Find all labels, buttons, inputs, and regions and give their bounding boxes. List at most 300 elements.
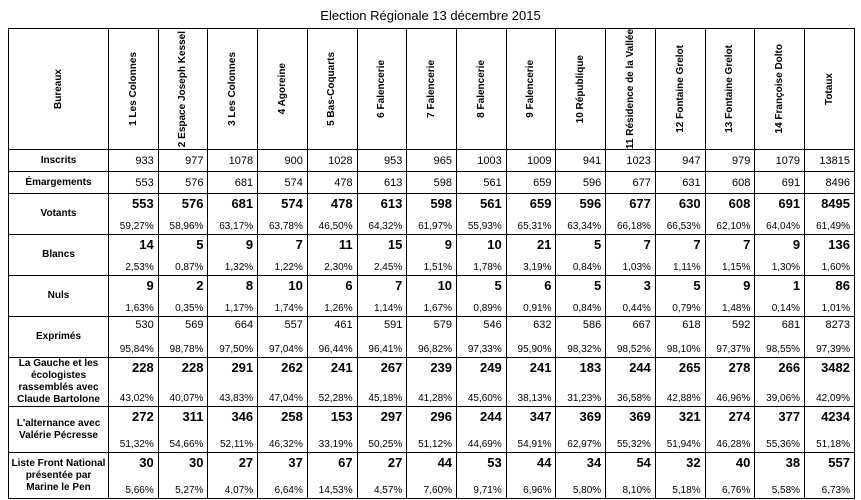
cell-value: 478 [330, 196, 353, 212]
cell-percent: 55,32% [616, 439, 651, 451]
cell-percent: 5,18% [672, 485, 701, 497]
cell-percent: 1,03% [622, 262, 651, 274]
table-cell [109, 235, 159, 276]
cell-value: 377 [778, 409, 801, 425]
cell-percent: 0,14% [771, 303, 801, 315]
cell-percent: 6,96% [523, 485, 552, 497]
header-cell-bureau: 5 Bas-Coquarts [307, 29, 357, 150]
cell-value: 9 [444, 237, 453, 253]
cell-percent: 0,35% [175, 303, 204, 315]
table-cell [258, 276, 308, 317]
cell-value: 933 [109, 150, 159, 172]
table-cell [457, 235, 507, 276]
table-cell [506, 453, 556, 499]
table-cell [705, 235, 755, 276]
cell-percent: 98,10% [666, 344, 701, 356]
header-cell-bureau: 12 Fontaine Grelot [655, 29, 705, 150]
cell-value: 591 [383, 319, 403, 332]
cell-percent: 1,17% [224, 303, 254, 315]
cell-percent: 0,91% [523, 303, 552, 315]
cell-percent: 39,06% [766, 393, 801, 405]
table-cell [158, 453, 208, 499]
cell-percent: 47,04% [268, 393, 303, 405]
cell-value: 3 [643, 278, 651, 294]
cell-value: 38 [785, 455, 801, 471]
cell-percent: 59,27% [119, 221, 154, 233]
cell-percent: 55,93% [467, 221, 502, 233]
header-cell-bureau: 11 Résidence de la Vallée [606, 29, 656, 150]
table-cell [109, 317, 159, 358]
cell-percent: 0,84% [572, 303, 602, 315]
cell-percent: 98,52% [616, 344, 651, 356]
cell-percent: 43,83% [219, 393, 254, 405]
cell-percent: 63,34% [567, 221, 602, 233]
table-cell [755, 235, 805, 276]
table-row [9, 172, 855, 194]
cell-percent: 1,01% [821, 303, 850, 315]
table-cell [208, 317, 258, 358]
cell-value: 27 [387, 455, 403, 471]
cell-value: 1079 [755, 150, 805, 172]
table-cell [258, 407, 308, 453]
cell-percent: 98,32% [567, 344, 602, 356]
cell-percent: 54,66% [169, 439, 204, 451]
cell-percent: 97,37% [716, 344, 751, 356]
cell-percent: 1,32% [224, 262, 254, 274]
row-label: Émargements [9, 172, 109, 194]
cell-percent: 1,22% [274, 262, 303, 274]
cell-value: 274 [728, 409, 751, 425]
table-cell [457, 194, 507, 235]
cell-value: 7 [295, 237, 303, 253]
cell-value: 7 [693, 237, 701, 253]
table-cell [457, 453, 507, 499]
table-cell [407, 358, 457, 407]
cell-value: 244 [629, 360, 651, 376]
cell-value: 530 [135, 319, 154, 332]
cell-value: 311 [182, 409, 204, 425]
cell-percent: 50,25% [368, 439, 403, 451]
cell-percent: 97,39% [816, 344, 850, 356]
cell-value: 67 [338, 455, 353, 471]
cell-value: 979 [705, 150, 755, 172]
table-cell [457, 276, 507, 317]
table-cell [158, 407, 208, 453]
cell-value: 239 [430, 360, 453, 376]
cell-value: 664 [234, 319, 254, 332]
cell-percent: 64,04% [766, 221, 801, 233]
table-cell [655, 453, 705, 499]
header-cell-bureau: 9 Falencerie [506, 29, 556, 150]
cell-value: 54 [636, 455, 651, 471]
cell-value: 586 [582, 319, 602, 332]
cell-value: 267 [380, 360, 403, 376]
cell-percent: 1,67% [423, 303, 453, 315]
cell-value: 574 [258, 172, 308, 194]
cell-percent: 44,69% [467, 439, 502, 451]
cell-percent: 61,49% [816, 221, 850, 233]
cell-percent: 6,64% [274, 485, 303, 497]
table-cell [655, 235, 705, 276]
cell-value: 461 [334, 319, 353, 332]
cell-value: 291 [231, 360, 254, 376]
cell-value: 598 [407, 172, 457, 194]
cell-value: 278 [728, 360, 751, 376]
header-cell-bureau: 10 République [556, 29, 606, 150]
table-cell [606, 407, 656, 453]
table-cell [357, 194, 407, 235]
table-cell [805, 407, 855, 453]
cell-percent: 0,44% [622, 303, 651, 315]
cell-value: 561 [480, 196, 502, 212]
cell-value: 8 [245, 278, 254, 294]
cell-value: 4234 [821, 409, 850, 425]
cell-percent: 1,63% [125, 303, 154, 315]
cell-value: 241 [529, 360, 552, 376]
cell-value: 9 [743, 278, 751, 294]
cell-value: 40 [735, 455, 751, 471]
table-cell [606, 317, 656, 358]
cell-percent: 54,91% [517, 439, 552, 451]
cell-value: 5 [196, 237, 204, 253]
cell-value: 569 [185, 319, 204, 332]
cell-value: 30 [139, 455, 154, 471]
cell-value: 691 [778, 196, 801, 212]
cell-percent: 41,28% [418, 393, 453, 405]
table-cell [755, 407, 805, 453]
cell-percent: 46,96% [716, 393, 751, 405]
table-cell [208, 407, 258, 453]
table-cell [208, 235, 258, 276]
table-row [9, 235, 855, 276]
cell-value: 5 [494, 278, 502, 294]
cell-value: 900 [258, 150, 308, 172]
cell-value: 10 [437, 278, 453, 294]
cell-value: 941 [556, 150, 606, 172]
header-cell-bureau: 8 Falencerie [457, 29, 507, 150]
header-cell-bureau: 4 Agoreine [258, 29, 308, 150]
cell-value: 5 [593, 237, 602, 253]
cell-percent: 66,53% [666, 221, 701, 233]
table-cell [109, 358, 159, 407]
cell-percent: 51,94% [666, 439, 701, 451]
cell-value: 667 [632, 319, 651, 332]
cell-value: 553 [132, 196, 154, 212]
cell-percent: 65,31% [517, 221, 552, 233]
table-cell [109, 276, 159, 317]
cell-value: 631 [655, 172, 705, 194]
table-cell [606, 276, 656, 317]
header-cell-bureau: 6 Falencerie [357, 29, 407, 150]
cell-percent: 38,13% [517, 393, 552, 405]
cell-percent: 52,28% [318, 393, 353, 405]
cell-value: 6 [345, 278, 353, 294]
cell-value: 8495 [821, 196, 850, 212]
table-row [9, 317, 855, 358]
table-cell [258, 317, 308, 358]
cell-percent: 42,09% [816, 393, 850, 405]
table-cell [705, 453, 755, 499]
cell-value: 10 [487, 237, 502, 253]
cell-percent: 6,73% [821, 485, 850, 497]
table-cell [805, 276, 855, 317]
table-cell [556, 407, 606, 453]
table-cell [506, 407, 556, 453]
table-cell [208, 358, 258, 407]
header-row [9, 29, 855, 150]
cell-value: 262 [281, 360, 303, 376]
cell-percent: 64,32% [368, 221, 403, 233]
cell-value: 553 [109, 172, 159, 194]
cell-value: 153 [330, 409, 353, 425]
cell-value: 241 [330, 360, 353, 376]
cell-percent: 45,60% [467, 393, 502, 405]
table-cell [805, 194, 855, 235]
cell-percent: 2,45% [373, 262, 403, 274]
cell-percent: 1,60% [821, 262, 850, 274]
cell-percent: 98,78% [169, 344, 204, 356]
table-cell [755, 194, 805, 235]
cell-percent: 7,60% [423, 485, 453, 497]
table-cell [556, 317, 606, 358]
cell-value: 576 [158, 172, 208, 194]
table-cell [109, 194, 159, 235]
table-row [9, 194, 855, 235]
cell-percent: 96,82% [418, 344, 453, 356]
table-cell [705, 317, 755, 358]
cell-percent: 43,02% [119, 393, 154, 405]
cell-value: 8496 [805, 172, 855, 194]
cell-value: 576 [181, 196, 204, 212]
table-cell [655, 194, 705, 235]
cell-percent: 0,84% [572, 262, 602, 274]
row-label: Nuls [9, 276, 109, 317]
table-cell [705, 194, 755, 235]
table-cell [307, 276, 357, 317]
table-cell [506, 235, 556, 276]
cell-value: 596 [579, 196, 602, 212]
cell-percent: 31,23% [567, 393, 602, 405]
cell-value: 1028 [307, 150, 357, 172]
cell-value: 266 [778, 360, 801, 376]
cell-percent: 95,84% [119, 344, 154, 356]
table-row [9, 150, 855, 172]
table-cell [457, 317, 507, 358]
row-label: Exprimés [9, 317, 109, 358]
table-cell [506, 276, 556, 317]
cell-percent: 5,66% [125, 485, 154, 497]
cell-percent: 1,14% [373, 303, 403, 315]
cell-value: 8273 [825, 319, 850, 332]
cell-value: 228 [132, 360, 154, 376]
table-cell [357, 358, 407, 407]
table-cell [805, 358, 855, 407]
cell-value: 9 [792, 237, 801, 253]
results-table [8, 28, 855, 499]
cell-value: 2 [196, 278, 204, 294]
table-cell [556, 358, 606, 407]
table-cell [307, 235, 357, 276]
cell-value: 321 [678, 409, 701, 425]
table-cell [655, 358, 705, 407]
cell-percent: 51,12% [418, 439, 453, 451]
cell-value: 297 [380, 409, 403, 425]
table-cell [407, 194, 457, 235]
cell-percent: 97,33% [467, 344, 502, 356]
table-cell [457, 358, 507, 407]
cell-value: 677 [629, 196, 651, 212]
cell-value: 608 [728, 196, 751, 212]
cell-percent: 0,87% [175, 262, 204, 274]
cell-percent: 1,78% [473, 262, 502, 274]
table-cell [407, 407, 457, 453]
cell-percent: 5,58% [771, 485, 801, 497]
cell-value: 44 [437, 455, 453, 471]
cell-value: 249 [480, 360, 502, 376]
table-cell [407, 235, 457, 276]
cell-value: 557 [284, 319, 303, 332]
cell-percent: 1,74% [274, 303, 303, 315]
cell-percent: 42,88% [666, 393, 701, 405]
cell-percent: 1,51% [423, 262, 453, 274]
cell-value: 613 [380, 196, 403, 212]
cell-value: 681 [231, 196, 254, 212]
table-row [9, 407, 855, 453]
cell-percent: 63,17% [219, 221, 254, 233]
header-cell-bureau: Totaux [805, 29, 855, 150]
cell-value: 1009 [506, 150, 556, 172]
cell-value: 1003 [457, 150, 507, 172]
header-cell-bureau: 14 Françoise Dolto [755, 29, 805, 150]
cell-value: 9 [245, 237, 254, 253]
cell-percent: 63,78% [268, 221, 303, 233]
table-cell [556, 235, 606, 276]
cell-value: 681 [781, 319, 801, 332]
cell-value: 272 [132, 409, 154, 425]
cell-value: 13815 [805, 150, 855, 172]
cell-value: 618 [682, 319, 701, 332]
table-cell [158, 317, 208, 358]
cell-value: 9 [146, 278, 154, 294]
cell-percent: 58,96% [169, 221, 204, 233]
cell-percent: 4,07% [224, 485, 254, 497]
cell-value: 947 [655, 150, 705, 172]
cell-value: 7 [743, 237, 751, 253]
cell-percent: 45,18% [368, 393, 403, 405]
table-cell [506, 317, 556, 358]
table-cell [407, 317, 457, 358]
table-cell [407, 453, 457, 499]
cell-percent: 95,90% [517, 344, 552, 356]
cell-value: 478 [307, 172, 357, 194]
table-row [9, 358, 855, 407]
cell-percent: 1,48% [721, 303, 751, 315]
table-cell [357, 276, 407, 317]
cell-percent: 0,89% [473, 303, 502, 315]
table-cell [606, 235, 656, 276]
cell-percent: 36,58% [616, 393, 651, 405]
cell-percent: 9,71% [473, 485, 502, 497]
table-cell [805, 453, 855, 499]
table-cell [755, 358, 805, 407]
cell-percent: 96,44% [318, 344, 353, 356]
table-cell [357, 317, 407, 358]
cell-percent: 97,04% [268, 344, 303, 356]
cell-value: 21 [537, 237, 552, 253]
cell-value: 613 [357, 172, 407, 194]
table-cell [705, 407, 755, 453]
cell-percent: 51,18% [816, 439, 850, 451]
cell-value: 561 [457, 172, 507, 194]
table-cell [755, 317, 805, 358]
cell-value: 34 [586, 455, 602, 471]
table-cell [158, 358, 208, 407]
cell-value: 27 [238, 455, 254, 471]
table-cell [556, 276, 606, 317]
cell-percent: 61,97% [418, 221, 453, 233]
header-cell-bureaux: Bureaux [9, 29, 109, 150]
table-cell [307, 358, 357, 407]
cell-value: 681 [208, 172, 258, 194]
cell-value: 86 [835, 278, 850, 294]
cell-value: 598 [430, 196, 453, 212]
table-cell [606, 358, 656, 407]
table-cell [755, 453, 805, 499]
row-label: L'alternance avec Valérie Pécresse [9, 407, 109, 453]
cell-percent: 98,55% [766, 344, 801, 356]
header-cell-bureau: 7 Falencerie [407, 29, 457, 150]
table-cell [805, 235, 855, 276]
cell-value: 44 [537, 455, 552, 471]
table-cell [258, 194, 308, 235]
cell-percent: 1,30% [771, 262, 801, 274]
cell-value: 632 [533, 319, 552, 332]
cell-value: 369 [629, 409, 651, 425]
cell-value: 3482 [821, 360, 850, 376]
cell-percent: 52,11% [219, 439, 254, 451]
cell-value: 244 [480, 409, 502, 425]
table-cell [655, 317, 705, 358]
table-cell [655, 276, 705, 317]
table-cell [258, 358, 308, 407]
cell-value: 574 [281, 196, 303, 212]
table-row [9, 276, 855, 317]
cell-percent: 40,07% [169, 393, 204, 405]
cell-percent: 96,41% [368, 344, 403, 356]
cell-value: 608 [705, 172, 755, 194]
table-cell [158, 194, 208, 235]
table-cell [307, 407, 357, 453]
table-cell [307, 194, 357, 235]
table-cell [208, 453, 258, 499]
cell-percent: 5,27% [175, 485, 204, 497]
cell-percent: 3,19% [523, 262, 552, 274]
cell-value: 15 [387, 237, 403, 253]
table-cell [158, 276, 208, 317]
cell-value: 346 [231, 409, 254, 425]
cell-value: 296 [430, 409, 453, 425]
cell-value: 659 [529, 196, 552, 212]
cell-value: 53 [487, 455, 502, 471]
cell-value: 5 [593, 278, 602, 294]
table-cell [307, 453, 357, 499]
header-cell-bureau: 3 Les Colonnes [208, 29, 258, 150]
cell-value: 579 [433, 319, 453, 332]
cell-percent: 33,19% [318, 439, 353, 451]
cell-value: 1 [792, 278, 801, 294]
cell-value: 677 [606, 172, 656, 194]
cell-value: 228 [181, 360, 204, 376]
